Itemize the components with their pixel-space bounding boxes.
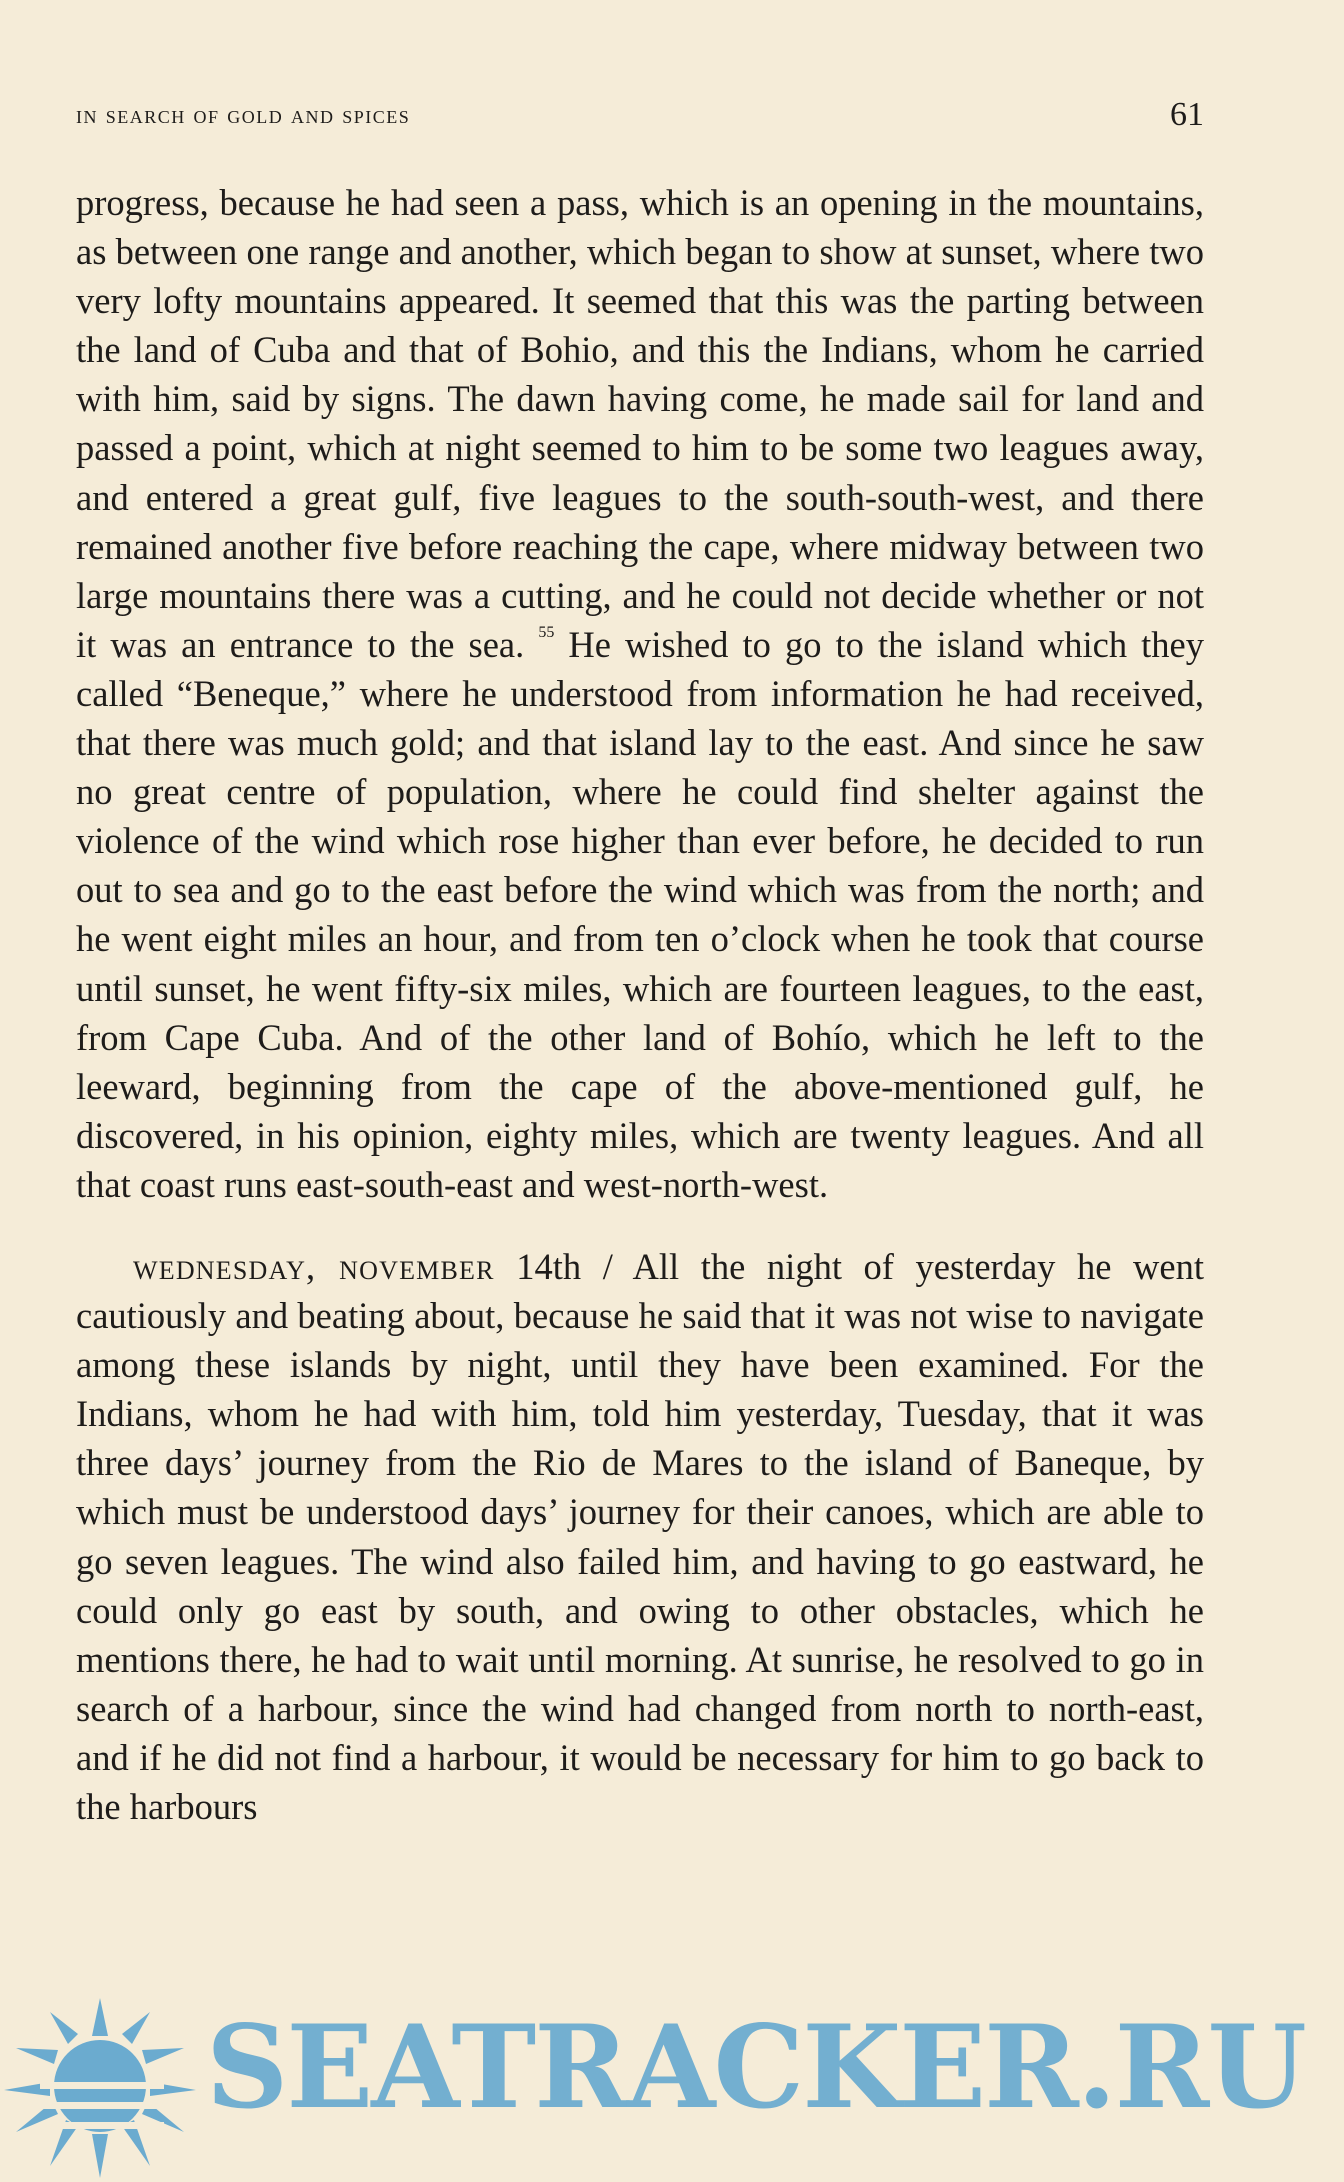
paragraph-1-text-b: He wished to go to the island which they called “Beneque,” where he understood from information he had received, that there was much gold; and that island lay to the east. And since he saw no great centre of population, where he could find shelter against the violence of the wind which rose higher than ever before, he decided to run out to sea and go to the east before the wind which was from the north; and he went eight miles an hour, and from ten o’clock when he took that course until sunset, he went fifty-six miles, which are fourteen leagues, to the east, from Cape Cuba. And of the other land of Bohío, which he left to the leeward, beginning from the cape of the above-mentioned gulf, he discovered, in his opinion, eighty miles, which are twenty leagues. And all that coast runs east-south-east and west-north-west. — [76, 623, 1205, 1205]
running-title: in search of gold and spices — [76, 102, 411, 129]
paragraph-2-text: All the night of yesterday he went cautiously and beating about, because he said that it was not wise to navigate among these islands by night, until they have been examined. For the Indians, whom he had with him, told him yesterday, Tuesday, that it was three days’ journey from the Rio de Mares to the island of Baneque, by which must be understood days’ journey for their canoes, which are able to go seven leagues. The wind also failed him, and having to go eastward, he could only go east by south, and owing to other obstacles, which he mentions there, he had to wait until morning. At sunrise, he resolved to go in search of a harbour, since the wind had changed from north to north-east, and if he did not find a harbour, it would be necessary for him to go back to the harbours — [76, 1245, 1204, 1827]
date-separator: / — [602, 1245, 613, 1287]
sun-icon — [0, 1978, 220, 2182]
watermark-text: SEATRACKER.RU — [206, 2000, 1305, 2134]
paragraph-1-text-a: progress, because he had seen a pass, which is an opening in the mountains, as between one range and another, which began to show at sunset, where two very lofty mountains appeared. It seemed that this was the parting between the land of Cuba and that of Bohio, and this the Indians, whom he carried with him, said by signs. The dawn having come, he made sail for land and passed a point, which at night seemed to him to be some two leagues away, and entered a great gulf, five leagues to the south-south-west, and there remained another five before reaching the cape, where midway between two large mountains there was a cutting, and he could not decide whether or not it was an entrance to the sea. — [76, 182, 1204, 665]
footnote-reference: 55 — [538, 623, 555, 641]
running-head — [76, 96, 1204, 140]
date-heading: wednesday, november — [133, 1245, 495, 1287]
watermark — [0, 1978, 1344, 2182]
page-number: 61 — [1170, 96, 1204, 133]
paragraph-2 — [76, 1242, 1204, 1831]
body-text — [76, 178, 1204, 1831]
paragraph-1 — [76, 178, 1204, 1209]
date-day: 14th — [516, 1245, 582, 1287]
